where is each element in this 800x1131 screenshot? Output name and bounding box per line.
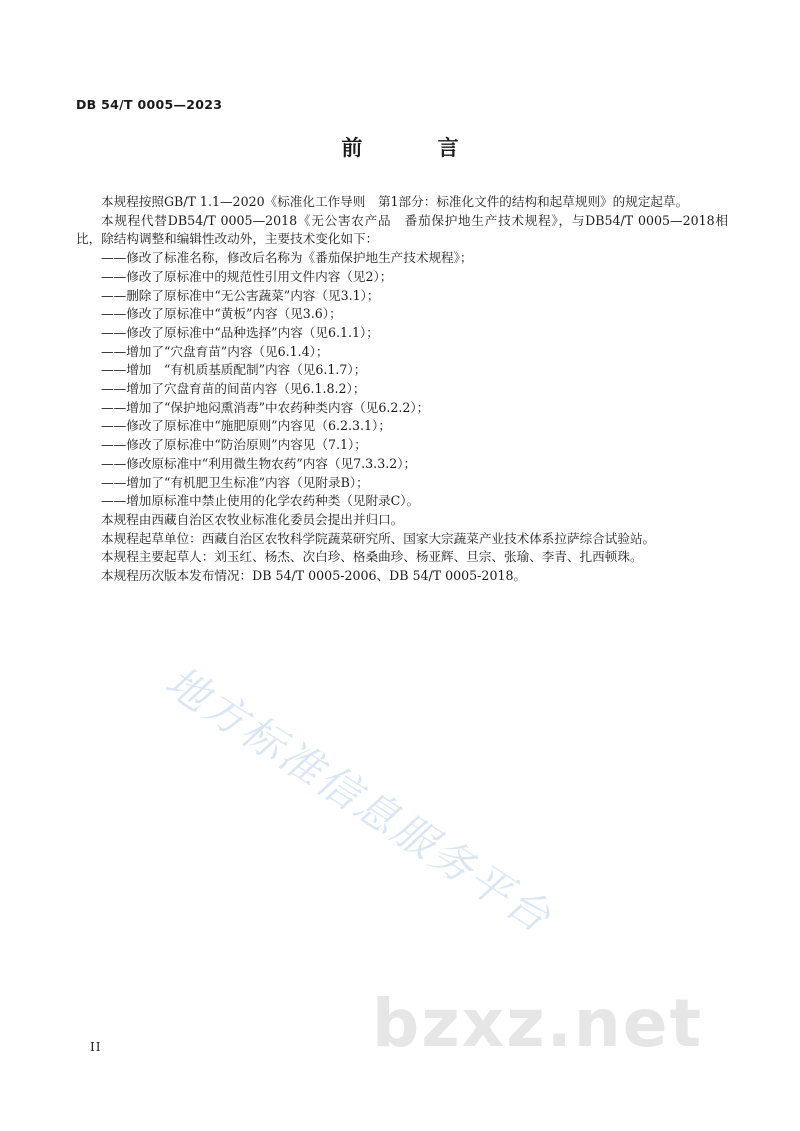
list-item: ——修改了原标准中的规范性引用文件内容（见2）；	[101, 268, 393, 284]
list-item: ——增加 “有机质基质配制”内容（见6.1.7）；	[101, 362, 367, 378]
paragraph-proposer: 本规程由西藏自治区农牧业标准化委员会提出并归口。	[101, 511, 404, 527]
list-item: ——增加了“有机肥卫生标准”内容（见附录B）；	[101, 474, 369, 490]
list-item: ——增加原标准中禁止使用的化学农药种类（见附录C）。	[101, 493, 420, 509]
list-item: ——修改了原标准中“施肥原则”内容见（6.2.3.1）；	[101, 418, 391, 434]
list-item: ——修改原标准中“利用微生物农药”内容（见7.3.3.2）；	[101, 455, 417, 471]
watermark-platform: 地方标准信息服务平台	[156, 656, 562, 943]
document-code: DB 54/T 0005—2023	[76, 97, 223, 112]
list-item: ——增加了穴盘育苗的间苗内容（见6.1.8.2）；	[101, 381, 366, 397]
page-title: 前 言	[341, 136, 493, 160]
change-list	[76, 249, 728, 511]
list-item: ——增加了“穴盘育苗”内容（见6.1.4）；	[101, 343, 329, 359]
watermark-site: bzxz.net	[372, 985, 704, 1062]
list-item: ——增加了“保护地闷熏消毒”中农药种类内容（见6.2.2）；	[101, 399, 430, 415]
list-item: ——修改了原标准中“防治原则”内容见（7.1）；	[101, 437, 367, 453]
paragraph-drafters: 本规程主要起草人：刘玉红、杨杰、次白珍、格桑曲珍、杨亚辉、旦宗、张瑜、李青、扎西顿珠。	[101, 549, 643, 565]
list-item: ——修改了原标准中“品种选择”内容（见6.1.1）；	[101, 324, 379, 340]
list-item: ——删除了原标准中“无公害蔬菜”内容（见3.1）；	[101, 287, 380, 303]
foreword-body	[76, 193, 728, 586]
paragraph-replacement: 本规程代替DB54/T 0005—2018《无公害农产品 番茄保护地生产技术规程》，与DB54/T 0005—2018相比，除结构调整和编辑性改动外，主要技术变化如下：	[76, 212, 728, 247]
paragraph-drafting-unit: 本规程起草单位：西藏自治区农牧科学院蔬菜研究所、国家大宗蔬菜产业技术体系拉萨综合试验站。	[101, 530, 656, 546]
list-item: ——修改了标准名称，修改后名称为《番茄保护地生产技术规程》；	[101, 250, 473, 266]
paragraph-version-history: 本规程历次版本发布情况：DB 54/T 0005-2006、DB 54/T 0005-2018。	[101, 568, 527, 584]
list-item: ——修改了原标准中“黄板”内容（见3.6）；	[101, 306, 342, 322]
page-number: II	[90, 1040, 102, 1054]
paragraph-drafting-basis: 本规程按照GB/T 1.1—2020《标准化工作导则 第1部分：标准化文件的结构和起草规则》的规定起草。	[101, 194, 689, 209]
